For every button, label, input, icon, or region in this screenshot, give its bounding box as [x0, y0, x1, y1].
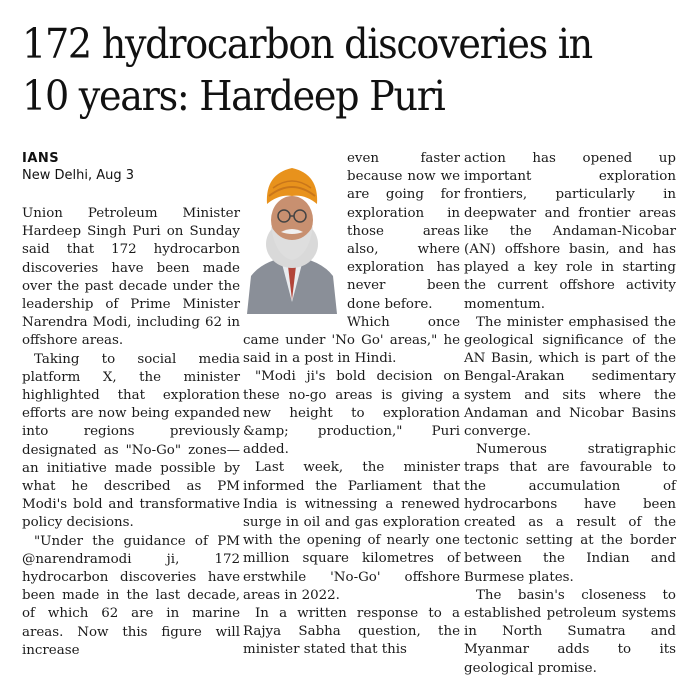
- paragraph: The basin's closeness to established petroleum systems in North Sumatra and Myanmar adds to its geological promise.: [464, 587, 676, 676]
- headline-line-1: 172 hydrocarbon discoveries in: [22, 20, 592, 68]
- article-column-3: [464, 150, 676, 678]
- wrapped-text: even faster because now we are going for exploration in those areas also, where exploration has never been done before.: [347, 151, 460, 312]
- headline: [22, 18, 636, 122]
- paragraph: Union Petroleum Minister Hardeep Singh Puri on Sunday said that 172 hydrocarbon discoveries have been made over the past decade under the leadership of Prime Minister Narendra Modi, including 62 in offshore areas.: [22, 206, 240, 349]
- article-column-1: [22, 205, 240, 660]
- paragraph: Taking to social media platform X, the minister highlighted that exploration efforts are now being expanded into regions previously designated as "No-Go" zones—an initiative made possible by what he described as PM Modi's bold and transformative policy decisions.: [22, 351, 240, 531]
- paragraph: The minister emphasised the geological significance of the AN Basin, which is part of the Bengal-Arakan sedimentary system and sits where the Andaman and Nicobar Basins converge.: [464, 314, 676, 440]
- paragraph: Which once came under 'No Go' areas," he said in a post in Hindi.: [243, 314, 460, 367]
- paragraph: Last week, the minister informed the Parliament that India is witnessing a renewed surge in oil and gas exploration with the opening of nearly one million square kilometres of erstwhile 'No-Go' offshore areas in 2022.: [243, 460, 460, 603]
- paragraph: Numerous stratigraphic traps that are favourable to the accumulation of hydrocarbons have been created as a result of the tectonic setting at the border between the Indian and Burmese plates.: [464, 442, 676, 585]
- byline: [22, 150, 134, 184]
- byline-dateline: New Delhi, Aug 3: [22, 168, 135, 183]
- paragraph: action has opened up important exploration frontiers, particularly in deepwater and frontier areas like the Andaman-Nicobar (AN) offshore basin, and has played a key role in starting the current offshore activity momentum.: [464, 151, 676, 312]
- paragraph: "Modi ji's bold decision on these no-go areas is giving a new height to exploration &amp; production," Puri added.: [243, 369, 460, 458]
- article-column-2: [243, 150, 460, 660]
- headline-line-2: 10 years: Hardeep Puri: [22, 72, 445, 120]
- paragraph: In a written response to a Rajya Sabha question, the minister stated that this: [243, 606, 460, 658]
- byline-agency: IANS: [22, 151, 60, 166]
- person-portrait-icon: [243, 152, 341, 314]
- paragraph: "Under the guidance of PM @narendramodi ji, 172 hydrocarbon discoveries have been made in the last decade, of which 62 are in marine areas. Now this figure will increase: [22, 533, 240, 658]
